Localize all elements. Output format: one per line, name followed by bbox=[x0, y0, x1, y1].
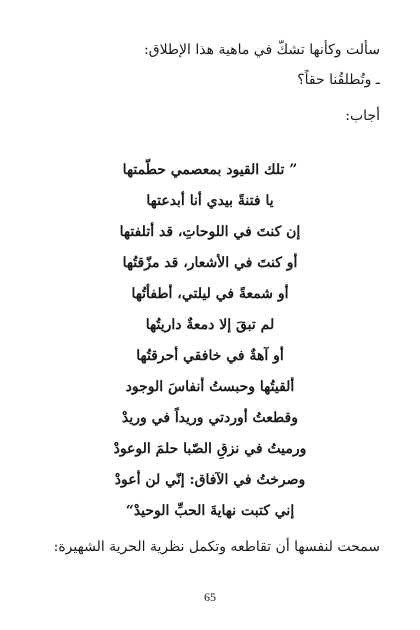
prose-line-answer: أجاب: bbox=[345, 108, 380, 124]
poem-line: لم تبقَ إلا دمعةٌ داريتُها bbox=[145, 317, 275, 333]
poem-line: وصرختُ في الآفاق: إنّي لن أعودْ bbox=[114, 472, 306, 488]
poem-block bbox=[0, 155, 420, 527]
poem-line: أو شمعةً في ليلتي، أطفأتُها bbox=[131, 286, 289, 302]
poem-line: إن كنتَ في اللوحاتِ، قد أتلفتها bbox=[119, 224, 301, 240]
poem-line: ” تلك القيود بمعصمي حطّمتها bbox=[122, 162, 298, 178]
page-number: 65 bbox=[204, 590, 216, 604]
prose-line-dialogue: ـ وتُطلقُنا حقاً؟ bbox=[297, 72, 380, 88]
poem-line: ألقيتُها وحبستُ أنفاسَ الوجود bbox=[125, 379, 295, 395]
poem-line: إني كتبت نهايةَ الحبِّ الوحيدْ“ bbox=[125, 503, 295, 519]
prose-line-question: سألت وكأنها تشكّ في ماهية هذا الإطلاق: bbox=[143, 42, 380, 58]
poem-line: وقطعتُ أوردتي وريداً في وريدْ bbox=[122, 410, 298, 426]
poem-line: أو آهةٌ في خافقي أحرقتُها bbox=[136, 348, 284, 364]
poem-line: ورميتُ في نزقِ الصّبا حلمَ الوعودْ bbox=[113, 441, 307, 457]
poem-line: أو كنتَ في الأشعار، قد مزّقتُها bbox=[122, 255, 298, 271]
prose-line-outro: سمحت لنفسها أن تقاطعه وتكمل نظرية الحرية الشهيرة: bbox=[53, 539, 380, 555]
poem-line: يا فتنةً بيدي أنا أبدعتها bbox=[146, 193, 274, 209]
